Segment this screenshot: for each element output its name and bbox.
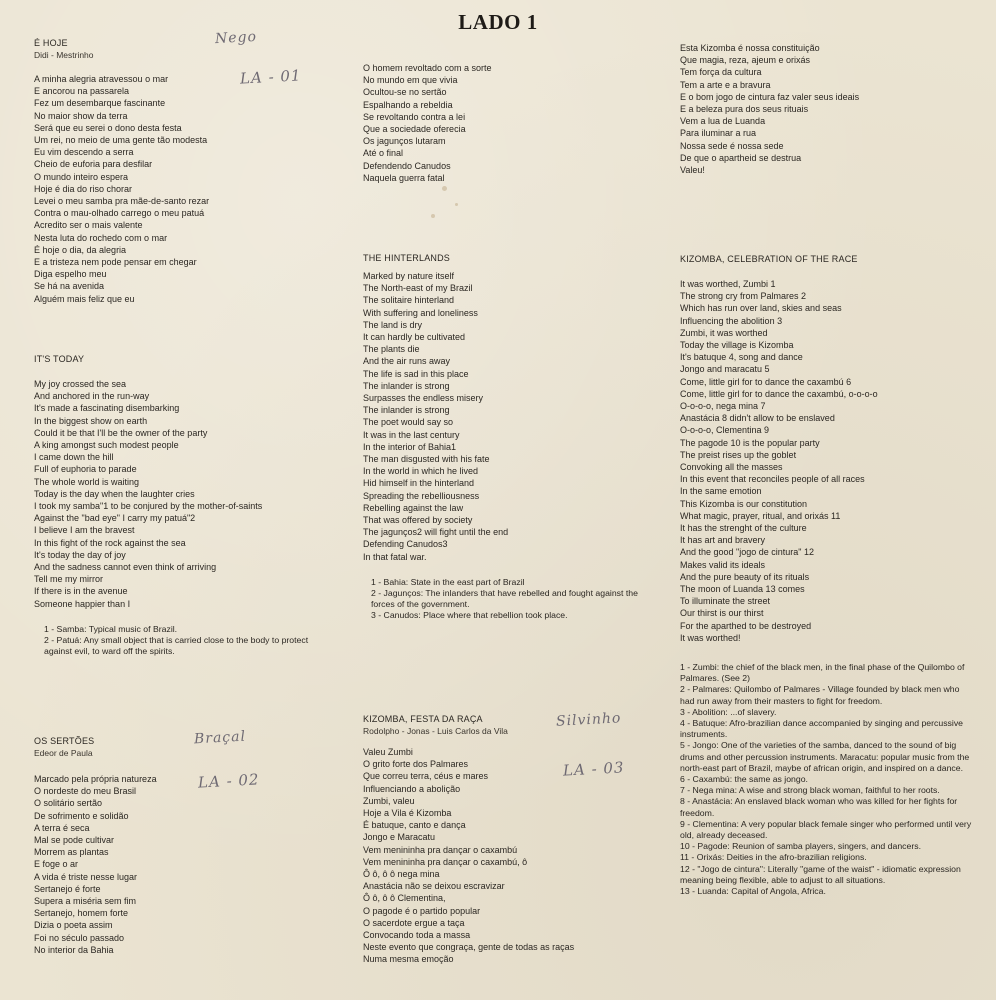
footnote: 3 - Abolition: ...of slavery. <box>680 706 777 717</box>
lyric-line: Sertanejo, homem forte <box>34 908 129 919</box>
its-today-block <box>34 353 334 657</box>
lyric-line: It was worthed, Zumbi 1 <box>680 279 776 289</box>
lyric-line: Anastácia 8 didn't allow to be enslaved <box>680 413 835 424</box>
lyric-line: With suffering and loneliness <box>363 307 478 318</box>
footnote: 5 - Jongo: One of the varieties of the samba, danced to the sound of big drums and other percussion instruments. Maracatu: popular music from the north-east part of Brazil, maybe of african origin, and inspired on a dance. <box>680 740 970 773</box>
lyric-line: Se há na avenida <box>34 281 105 292</box>
lyric-line: In this fight of the rock against the sea <box>34 537 186 548</box>
lyric-line: In the biggest show on earth <box>34 415 148 426</box>
kizomba-festa-cont-lyrics <box>680 42 980 176</box>
lyric-line: E ancorou na passarela <box>34 86 130 97</box>
lyric-line: Which has run over land, skies and seas <box>680 303 842 314</box>
kizomba-festa-lyrics <box>363 746 663 966</box>
lyric-line: De sofrimento e solidão <box>34 810 129 821</box>
lyric-line: I believe I am the bravest <box>34 525 135 536</box>
lyric-line: Rebelling against the law <box>363 502 464 513</box>
lyric-line: Até o final <box>363 148 404 159</box>
lyric-line: Os jagunços lutaram <box>363 136 446 147</box>
handwritten-silvinho: Silvinho <box>555 710 622 730</box>
lyric-line: Acredito ser o mais valente <box>34 220 143 231</box>
footnote: 4 - Batuque: Afro-brazilian dance accompanied by singing and percussive instruments. <box>680 718 963 740</box>
lyric-line: Que magia, reza, ajeum e orixás <box>680 55 811 66</box>
handwritten-la-01: LA - 01 <box>239 66 302 88</box>
lyric-line: And the sadness cannot even think of arriving <box>34 562 217 573</box>
lyric-line: Morrem as plantas <box>34 847 109 858</box>
lyric-line: Fez um desembarque fascinante <box>34 98 166 109</box>
lyric-line: Se revoltando contra a lei <box>363 111 466 122</box>
its-today-title: IT'S TODAY <box>34 354 85 364</box>
kizomba-celebration-title: KIZOMBA, CELEBRATION OF THE RACE <box>680 254 858 264</box>
lyric-line: Foi no século passado <box>34 932 125 943</box>
lyric-line: Eu vim descendo a serra <box>34 147 134 158</box>
lyric-line: Hid himself in the hinterland <box>363 478 475 489</box>
lyric-line: Supera a miséria sem fim <box>34 896 137 907</box>
kizomba-celebration-footnotes <box>680 662 976 897</box>
its-today-footnotes <box>34 624 326 658</box>
lyric-line: O sacerdote ergue a taça <box>363 917 465 928</box>
footnote: 6 - Caxambú: the same as jongo. <box>680 774 808 785</box>
lyric-line: The plants die <box>363 344 420 355</box>
lyric-line: E o bom jogo de cintura faz valer seus ideais <box>680 91 860 102</box>
lyric-line: In the same emotion <box>680 486 762 497</box>
lyric-line: Influencing the abolition 3 <box>680 315 783 326</box>
handwritten-la-03: LA - 03 <box>562 758 625 780</box>
lyric-line: Zumbi, valeu <box>363 795 415 806</box>
lyric-line: Para iluminar a rua <box>680 128 757 139</box>
lyric-line: O grito forte dos Palmares <box>363 759 469 770</box>
lyric-line: No mundo em que vivia <box>363 75 458 86</box>
hinterlands-block <box>363 252 663 622</box>
lyric-line: Vem a lua de Luanda <box>680 116 766 127</box>
lyric-line: Jongo e Maracatu <box>363 832 436 843</box>
lyric-line: Against the "bad eye" I carry my patuá"2 <box>34 513 196 524</box>
footnote: 1 - Bahia: State in the east part of Brazil <box>371 576 525 587</box>
lyric-line: This Kizomba is our constitution <box>680 498 808 509</box>
lyric-line: E a beleza pura dos seus rituais <box>680 104 809 115</box>
lyric-line: The life is sad in this place <box>363 368 469 379</box>
lyric-line: Convoking all the masses <box>680 462 783 473</box>
lyric-line: That was offered by society <box>363 515 473 526</box>
footnote: 8 - Anastácia: An enslaved black woman who was killed for her fights for freedom. <box>680 796 958 818</box>
hinterlands-lyrics <box>363 270 663 563</box>
lyric-line: For the aparthed to be destroyed <box>680 620 812 631</box>
lyric-line: The strong cry from Palmares 2 <box>680 291 807 302</box>
lyric-line: Tem força da cultura <box>680 67 762 78</box>
lyric-line: E foge o ar <box>34 859 79 870</box>
lyric-line: É hoje o dia, da alegria <box>34 244 127 255</box>
lyric-line: A terra é seca <box>34 822 90 833</box>
footnote: 2 - Palmares: Quilombo of Palmares - Village founded by black men who had run away from their masters to fight for freedom. <box>680 684 960 706</box>
lyric-line: Marked by nature itself <box>363 271 455 281</box>
lyric-line: It has art and bravery <box>680 535 766 546</box>
lyric-line: It's made a fascinating disembarking <box>34 403 180 414</box>
lyric-line: Convocando toda a massa <box>363 930 471 941</box>
lyric-line: It's today the day of joy <box>34 549 126 560</box>
lyric-line: The land is dry <box>363 319 423 330</box>
lyric-line: If there is in the avenue <box>34 586 128 597</box>
lyric-line: And anchored in the run-way <box>34 391 150 402</box>
footnote: 13 - Luanda: Capital of Angola, Africa. <box>680 886 826 897</box>
lyric-line: Espalhando a rebeldia <box>363 99 453 110</box>
kizomba-festa-title: KIZOMBA, FESTA DA RAÇA <box>363 714 483 724</box>
lyric-line: Today the village is Kizomba <box>680 340 794 351</box>
lyric-line: O-o-o-o, Clementina 9 <box>680 425 770 436</box>
lyric-line: Será que eu serei o dono desta festa <box>34 122 182 133</box>
lyric-line: What magic, prayer, ritual, and orixás 11 <box>680 510 841 521</box>
lyric-line: Vem menininha pra dançar o caxambú, ô <box>363 856 528 867</box>
handwritten-bracal: Braçal <box>193 728 247 748</box>
paper-stain <box>442 186 447 191</box>
lyric-line: Surpasses the endless misery <box>363 393 484 404</box>
lyric-line: Anastácia não se deixou escravizar <box>363 881 505 892</box>
lyric-line: I came down the hill <box>34 452 114 463</box>
lyric-line: Que a sociedade oferecia <box>363 124 466 135</box>
lyric-line: To illuminate the street <box>680 596 771 607</box>
lyric-line: In that fatal war. <box>363 551 427 562</box>
lyric-line: O-o-o-o, nega mina 7 <box>680 401 766 412</box>
lyric-line: O nordeste do meu Brasil <box>34 786 137 797</box>
lyric-line: Nossa sede é nossa sede <box>680 140 784 151</box>
lyric-line: Defending Canudos3 <box>363 539 448 550</box>
lyric-line: Diga espelho meu <box>34 269 107 280</box>
lyric-line: I took my samba"1 to be conjured by the mother-of-saints <box>34 501 263 512</box>
lyric-line: The solitaire hinterland <box>363 295 455 306</box>
lyric-line: Cheio de euforia para desfilar <box>34 159 153 170</box>
footnote: 7 - Nega mina: A wise and strong black woman, faithful to her roots. <box>680 785 940 796</box>
lyric-line: The poet would say so <box>363 417 454 428</box>
kizomba-celebration-lyrics <box>680 278 980 644</box>
lyric-line: Tell me my mirror <box>34 574 103 585</box>
os-sertoes-block <box>34 735 334 956</box>
lyric-line: Today is the day when the laughter cries <box>34 488 195 499</box>
kizomba-festa-credit: Rodolpho - Jonas - Luis Carlos da Vila <box>363 726 508 736</box>
handwritten-nego: Nego <box>214 28 258 48</box>
paper-stain <box>455 203 458 206</box>
hinterlands-footnotes <box>363 577 659 622</box>
lyric-line: Ocultou-se no sertão <box>363 87 447 98</box>
lyric-line: Naquela guerra fatal <box>363 172 445 183</box>
lyric-line: Levei o meu samba pra mãe-de-santo rezar <box>34 196 210 207</box>
footnote: 9 - Clementina: A very popular black female singer who performed until very old, already deceased. <box>680 818 972 841</box>
os-sertoes-cont-block <box>363 62 663 184</box>
lyric-line: Contra o mau-olhado carrego o meu patuá <box>34 208 205 219</box>
lyric-line: Come, little girl for to dance the caxambú, o-o-o-o <box>680 388 878 399</box>
lyric-line: It was worthed! <box>680 632 741 643</box>
lyric-line: Numa mesma emoção <box>363 954 454 965</box>
lyric-line: Que correu terra, céus e mares <box>363 771 489 782</box>
lyric-line: Zumbi, it was worthed <box>680 327 768 338</box>
lyric-line: Vem menininha pra dançar o caxambú <box>363 844 518 855</box>
lyric-line: Um rei, no meio de uma gente tão modesta <box>34 135 208 146</box>
os-sertoes-credit: Edeor de Paula <box>34 748 93 758</box>
lyric-line: Someone happier than I <box>34 598 131 609</box>
lyric-line: Ô ô, ô ô Clementina, <box>363 893 446 904</box>
kizomba-festa-cont-block <box>680 42 980 176</box>
lyric-line: The inlander is strong <box>363 405 450 416</box>
e-hoje-credit: Didi - Mestrinho <box>34 50 94 60</box>
lyric-line: Sertanejo é forte <box>34 883 101 894</box>
lyric-line: Alguém mais feliz que eu <box>34 293 135 304</box>
lyric-line: Neste evento que congraça, gente de todas as raças <box>363 942 575 953</box>
lyric-line: Hoje é dia do riso chorar <box>34 183 133 194</box>
lyric-line: Jongo and maracatu 5 <box>680 364 770 375</box>
lyric-line: E a tristeza nem pode pensar em chegar <box>34 257 197 268</box>
lyric-line: No maior show da terra <box>34 110 128 121</box>
lyric-line: Hoje a Vila é Kizomba <box>363 808 452 819</box>
its-today-lyrics <box>34 378 334 610</box>
lyric-line: My joy crossed the sea <box>34 379 127 389</box>
kizomba-celebration-block <box>680 253 980 644</box>
lyric-line: É batuque, canto e dança <box>363 820 466 831</box>
lyric-line: Full of euphoria to parade <box>34 464 137 475</box>
lyric-line: A king amongst such modest people <box>34 440 179 451</box>
hinterlands-title: THE HINTERLANDS <box>363 253 451 263</box>
lyric-line: Valeu Zumbi <box>363 747 413 757</box>
lyric-line: And the good "jogo de cintura" 12 <box>680 547 814 558</box>
lyric-line: Makes valid its ideals <box>680 559 766 570</box>
paper-stain <box>431 214 435 218</box>
lyric-line: In the world in which he lived <box>363 466 479 477</box>
lyric-line: A vida é triste nesse lugar <box>34 871 138 882</box>
lyric-line: In the interior of Bahia1 <box>363 441 457 452</box>
lyric-line: Mal se pode cultivar <box>34 835 115 846</box>
lyric-line: Ô ô, ô ô nega mina <box>363 869 440 880</box>
lyric-line: Marcado pela própria natureza <box>34 774 157 784</box>
lyric-line: O homem revoltado com a sorte <box>363 63 492 73</box>
footnote: 11 - Orixás: Deities in the afro-brazilian religions. <box>680 852 867 863</box>
lyric-line: Tem a arte e a bravura <box>680 79 771 90</box>
lyric-line: No interior da Bahia <box>34 944 114 955</box>
lyric-line: The North-east of my Brazil <box>363 283 473 294</box>
lyric-line: De que o apartheid se destrua <box>680 152 802 163</box>
os-sertoes-lyrics <box>34 773 334 956</box>
page-title: LADO 1 <box>458 10 538 34</box>
footnote: 1 - Samba: Typical music of Brazil. <box>44 623 178 634</box>
kizomba-festa-block <box>363 713 663 966</box>
lyric-line: Influenciando a abolição <box>363 783 461 794</box>
lyric-line: In this event that reconciles people of all races <box>680 474 865 485</box>
kizomba-celebration-notes-block <box>680 662 976 897</box>
lyric-line: Spreading the rebelliousness <box>363 490 480 501</box>
lyric-line: O pagode é o partido popular <box>363 905 481 916</box>
lyric-line: The pagode 10 is the popular party <box>680 437 820 448</box>
lyric-line: The moon of Luanda 13 comes <box>680 584 805 595</box>
os-sertoes-cont-lyrics <box>363 62 663 184</box>
lyric-line: Esta Kizomba é nossa constituição <box>680 43 820 53</box>
lyric-line: It was in the last century <box>363 429 460 440</box>
lyric-line: The man disgusted with his fate <box>363 454 490 465</box>
lyric-line: It's batuque 4, song and dance <box>680 352 803 363</box>
e-hoje-title: É HOJE <box>34 38 68 48</box>
lyric-line: O solitário sertão <box>34 798 103 809</box>
footnote: 1 - Zumbi: the chief of the black men, in the final phase of the Quilombo of Palmares. (See 2) <box>680 662 965 684</box>
handwritten-la-02: LA - 02 <box>197 770 260 792</box>
lyric-line: Could it be that I'll be the owner of the party <box>34 427 208 438</box>
lyric-line: Nesta luta do rochedo com o mar <box>34 232 168 243</box>
footnote: 2 - Patuá: Any small object that is carried close to the body to protect against evil, to ward off the spirits. <box>44 635 309 657</box>
footnote: 12 - "Jogo de cintura": Literally "game of the waist" - idiomatic expression meaning being flexible, able to adjust to all situations. <box>680 863 961 885</box>
e-hoje-lyrics <box>34 73 334 305</box>
lyric-line: The inlander is strong <box>363 380 450 391</box>
lyric-line: It can hardly be cultivated <box>363 332 466 343</box>
footnote: 2 - Jagunços: The inlanders that have rebelled and fought against the forces of the government. <box>371 588 638 610</box>
lyric-line: And the pure beauty of its rituals <box>680 571 810 582</box>
lyric-line: Come, little girl for to dance the caxambú 6 <box>680 376 852 387</box>
footnote: 10 - Pagode: Reunion of samba players, singers, and dancers. <box>680 841 921 852</box>
lyric-line: A minha alegria atravessou o mar <box>34 74 169 84</box>
lyric-line: It has the strenght of the culture <box>680 523 807 534</box>
footnote: 3 - Canudos: Place where that rebellion took place. <box>371 610 568 621</box>
lyric-line: The whole world is waiting <box>34 476 140 487</box>
lyric-line: Dizia o poeta assim <box>34 920 113 931</box>
lyric-line: The jagunços2 will fight until the end <box>363 527 509 538</box>
lyric-line: Defendendo Canudos <box>363 160 451 171</box>
os-sertoes-title: OS SERTÕES <box>34 736 95 746</box>
lyric-line: O mundo inteiro espera <box>34 171 129 182</box>
lyric-line: The preist rises up the goblet <box>680 449 797 460</box>
lyric-line: Valeu! <box>680 165 705 176</box>
lyric-line: And the air runs away <box>363 356 451 367</box>
lyric-line: Our thirst is our thirst <box>680 608 764 619</box>
